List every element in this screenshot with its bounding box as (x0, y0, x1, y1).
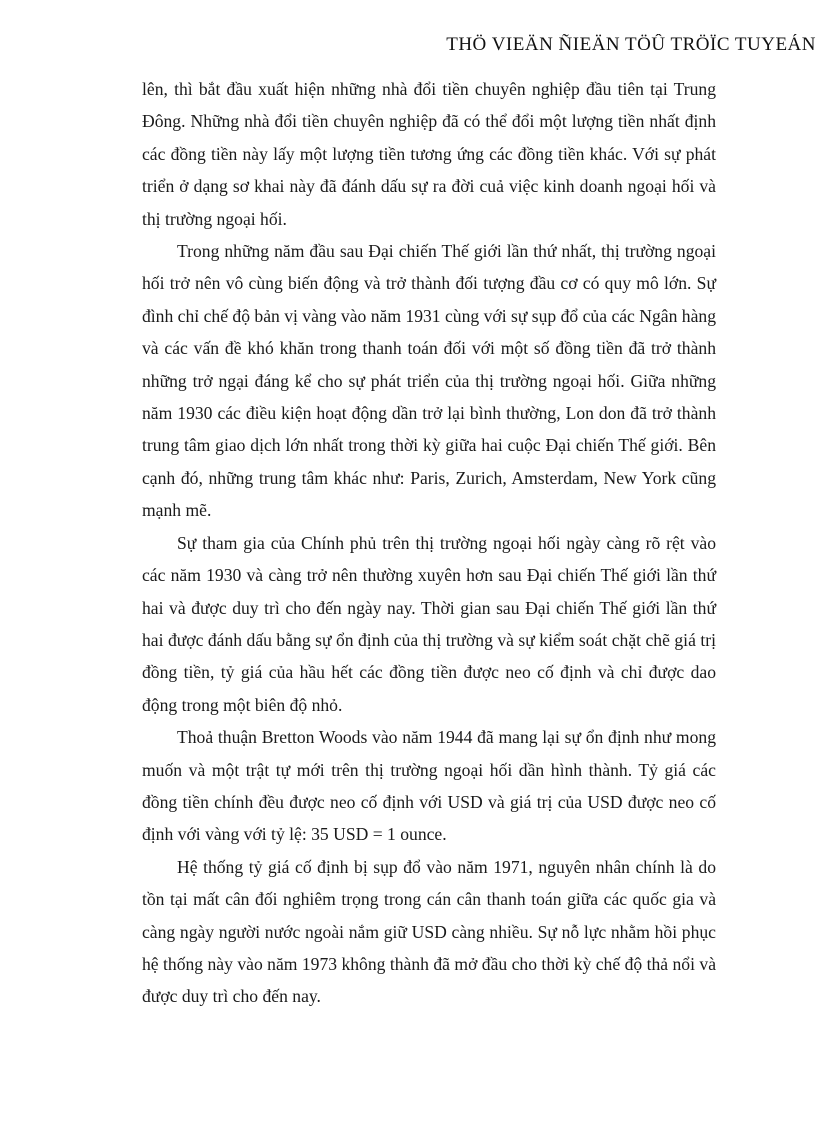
paragraph-1: lên, thì bắt đầu xuất hiện những nhà đổi tiền chuyên nghiệp đầu tiên tại Trung Đông. Những nhà đổi tiền chuyên nghiệp đã có thể đổi một lượng tiền nhất định các đồng tiền này lấy một lượng tiền tương ứng các đồng tiền khác. Với sự phát triển ở dạng sơ khai này đã đánh dấu sự ra đời cuả việc kinh doanh ngoại hối và thị trường ngoại hối. (142, 79, 716, 229)
paragraph-5: Hệ thống tỷ giá cố định bị sụp đổ vào năm 1971, nguyên nhân chính là do tồn tại mất cân đối nghiêm trọng trong cán cân thanh toán giữa các quốc gia và càng ngày người nước ngoài nắm giữ USD càng nhiều. Sự nỗ lực nhằm hồi phục hệ thống này vào năm 1973 không thành đã mở đầu cho thời kỳ chế độ thả nổi và được duy trì cho đến nay. (142, 856, 716, 1007)
paragraph-4: Thoả thuận Bretton Woods vào năm 1944 đã mang lại sự ổn định như mong muốn và một trật tự mới trên thị trường ngoại hối dần hình thành. Tỷ giá các đồng tiền chính đều được neo cố định với USD và giá trị của USD được neo cố định với vàng với tỷ lệ: 35 USD = 1 ounce. (142, 727, 716, 845)
document-body (142, 73, 716, 1013)
page-header: THÖ VIEÄN ÑIEÄN TÖÛ TRÖÏC TUYEÁN (446, 34, 816, 55)
paragraph-2: Trong những năm đầu sau Đại chiến Thế giới lần thứ nhất, thị trường ngoại hối trở nên vô cùng biến động và trở thành đối tượng đầu cơ có quy mô lớn. Sự đình chỉ chế độ bản vị vàng vào năm 1931 cùng với sự sụp đổ của các Ngân hàng và các vấn đề khó khăn trong thanh toán đối với một số đồng tiền đã trở thành những trở ngại đáng kể cho sự phát triển của thị trường ngoại hối. Giữa những năm 1930 các điều kiện hoạt động dần trở lại bình thường, Lon don đã trở thành trung tâm giao dịch lớn nhất trong thời kỳ giữa hai cuộc Đại chiến Thế giới. Bên cạnh đó, những trung tâm khác như: Paris, Zurich, Amsterdam, New York cũng mạnh mẽ. (142, 241, 716, 521)
paragraph-3: Sự tham gia của Chính phủ trên thị trường ngoại hối ngày càng rõ rệt vào các năm 1930 và càng trở nên thường xuyên hơn sau Đại chiến Thế giới lần thứ hai và được duy trì cho đến ngày nay. Thời gian sau Đại chiến Thế giới lần thứ hai được đánh dấu bằng sự ổn định của thị trường và sự kiểm soát chặt chẽ giá trị đồng tiền, tỷ giá của hầu hết các đồng tiền được neo cố định và chỉ được dao động trong một biên độ nhỏ. (142, 532, 716, 715)
